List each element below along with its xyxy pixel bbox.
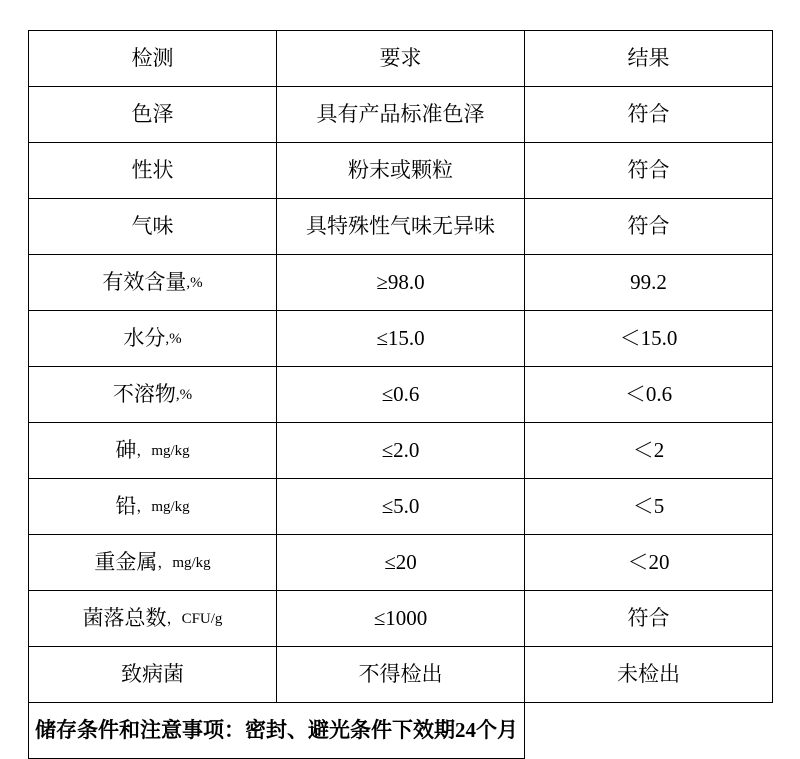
cell-result: [525, 87, 773, 143]
item-unit: ，CFU/g: [166, 610, 223, 627]
cell-result: [525, 199, 773, 255]
cell-requirement: [277, 423, 525, 479]
result-text: ＜20: [627, 549, 670, 574]
cell-item: [29, 255, 277, 311]
cell-item: [29, 311, 277, 367]
cell-result: [525, 535, 773, 591]
cell-requirement: [277, 311, 525, 367]
cell-item: [29, 87, 277, 143]
table-row: [29, 647, 773, 703]
header-cell-requirement: [277, 31, 525, 87]
item-text: [29, 199, 276, 254]
item-text: [29, 143, 276, 198]
item-text: [29, 367, 276, 422]
cell-item: [29, 535, 277, 591]
requirement-text: ≤1000: [373, 605, 428, 630]
header-cell-result: [525, 31, 773, 87]
cell-result: [525, 143, 773, 199]
result-text: 未检出: [617, 661, 680, 686]
cell-requirement: [277, 255, 525, 311]
item-text: [29, 255, 276, 310]
item-unit: ，mg/kg: [136, 498, 190, 515]
cell-item: [29, 647, 277, 703]
item-unit: ,%: [165, 330, 182, 347]
item-unit: ，mg/kg: [136, 442, 190, 459]
storage-note-text: 储存条件和注意事项：密封、避光条件下效期24个月: [35, 717, 518, 742]
item-text: [29, 647, 276, 702]
item-unit: ，mg/kg: [157, 554, 211, 571]
item-text: [29, 479, 276, 534]
item-name: 水分: [123, 325, 166, 350]
requirement-text: 具有产品标准色泽: [316, 101, 485, 126]
header-requirement-label: 要求: [379, 45, 422, 70]
requirement-text: ≤2.0: [381, 437, 420, 462]
table-row: [29, 255, 773, 311]
inspection-spec-table: [28, 30, 773, 759]
requirement-text: ≤15.0: [376, 325, 425, 350]
item-text: [29, 535, 276, 590]
cell-requirement: [277, 535, 525, 591]
result-text: 符合: [627, 101, 670, 126]
result-text: 99.2: [630, 269, 667, 294]
item-name: 菌落总数: [82, 605, 167, 630]
result-text: 符合: [627, 605, 670, 630]
cell-item: [29, 591, 277, 647]
requirement-text: 具特殊性气味无异味: [306, 213, 495, 238]
item-text: [29, 591, 276, 646]
cell-requirement: [277, 143, 525, 199]
item-name: 有效含量: [102, 269, 187, 294]
table-row: [29, 87, 773, 143]
table-row: [29, 367, 773, 423]
cell-result: [525, 479, 773, 535]
requirement-text: ≤0.6: [381, 381, 420, 406]
header-result-label: 结果: [627, 45, 670, 70]
cell-result: [525, 311, 773, 367]
item-unit: ,%: [186, 274, 203, 291]
result-text: 符合: [627, 157, 670, 182]
cell-result: [525, 591, 773, 647]
result-text: ＜5: [632, 493, 665, 518]
spec-table-container: [28, 30, 772, 759]
requirement-text: ≤5.0: [381, 493, 420, 518]
cell-result: [525, 255, 773, 311]
item-name: 砷: [115, 437, 137, 462]
table-row: [29, 199, 773, 255]
table-footer-row: [29, 703, 773, 759]
cell-requirement: [277, 591, 525, 647]
requirement-text: ≤20: [384, 549, 417, 574]
table-row: [29, 591, 773, 647]
result-text: ＜2: [632, 437, 665, 462]
cell-result: [525, 423, 773, 479]
table-row: [29, 535, 773, 591]
header-cell-item: [29, 31, 277, 87]
cell-item: [29, 423, 277, 479]
item-text: [29, 311, 276, 366]
cell-requirement: [277, 87, 525, 143]
item-name: 致病菌: [121, 661, 184, 686]
cell-item: [29, 199, 277, 255]
cell-requirement: [277, 199, 525, 255]
cell-result: [525, 367, 773, 423]
table-row: [29, 143, 773, 199]
table-row: [29, 311, 773, 367]
cell-result: [525, 647, 773, 703]
cell-requirement: [277, 647, 525, 703]
item-name: 气味: [131, 213, 174, 238]
cell-requirement: [277, 479, 525, 535]
result-text: 符合: [627, 213, 670, 238]
cell-item: [29, 143, 277, 199]
header-item-label: 检测: [131, 45, 174, 70]
item-name: 铅: [115, 493, 137, 518]
cell-item: [29, 367, 277, 423]
item-name: 色泽: [131, 101, 174, 126]
item-name: 重金属: [94, 549, 158, 574]
item-text: [29, 87, 276, 142]
result-text: ＜15.0: [619, 325, 678, 350]
cell-requirement: [277, 367, 525, 423]
item-name: 性状: [131, 157, 174, 182]
item-name: 不溶物: [112, 381, 176, 406]
storage-note-cell: [29, 703, 525, 759]
requirement-text: 粉末或颗粒: [348, 157, 453, 182]
footer-spacer-cell: [525, 703, 773, 759]
requirement-text: ≥98.0: [376, 269, 425, 294]
cell-item: [29, 479, 277, 535]
table-row: [29, 479, 773, 535]
table-header-row: [29, 31, 773, 87]
table-row: [29, 423, 773, 479]
item-unit: ,%: [175, 386, 193, 403]
item-text: [29, 423, 276, 478]
result-text: ＜0.6: [624, 381, 673, 406]
requirement-text: 不得检出: [358, 661, 443, 686]
table-body: [29, 31, 773, 759]
